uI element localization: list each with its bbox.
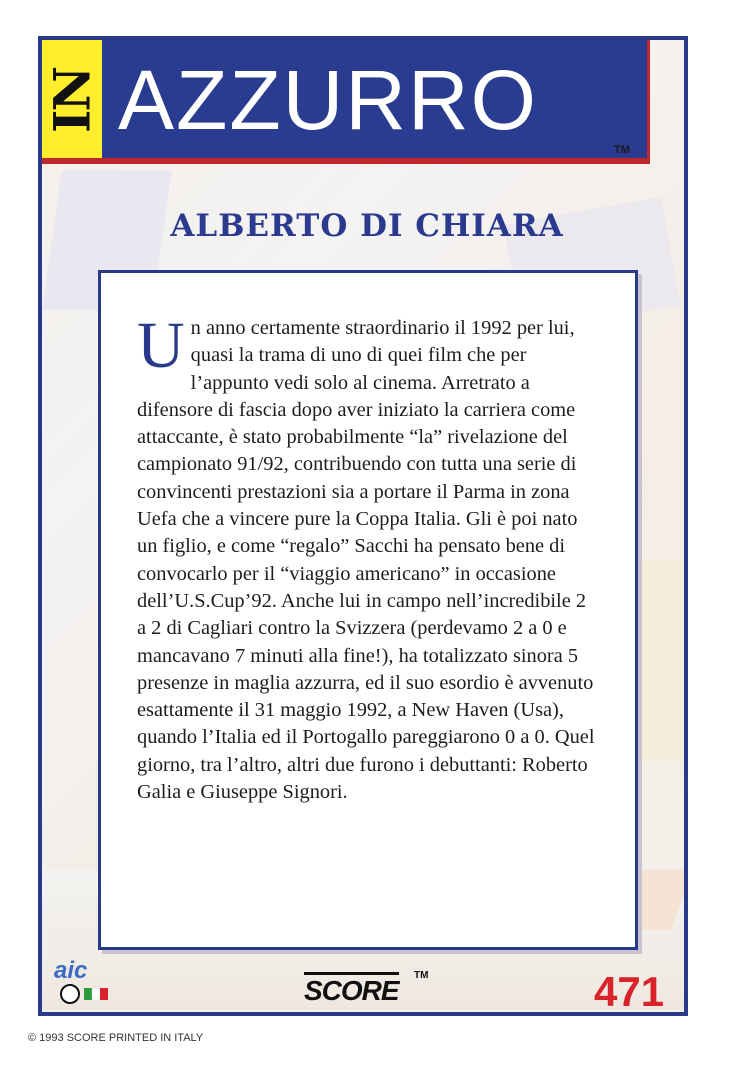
flag-white-icon: [92, 988, 100, 1000]
flag-red-icon: [100, 988, 108, 1000]
header-trademark: TM: [614, 144, 630, 156]
header-yellow-block: [42, 40, 102, 158]
football-icon: [61, 985, 79, 1003]
copyright-text: © 1993 SCORE PRINTED IN ITALY: [28, 1032, 204, 1044]
bio-box: [98, 270, 638, 950]
bio-text: n anno certamente straordinario il 1992 per lui, quasi la trama di uno di quei film che per l’appunto vedi solo al cinema. Arretrato a difensore di fascia dopo aver iniziato la carriera come attaccante, è stato probabilmente “la” rivelazione del campionato 91/92, contribuendo con tutta una serie di convincenti prestazioni sia a portare il Parma in zona Uefa che a vincere pure la Coppa Italia. Gli è poi nato un figlio, e come “regalo” Sacchi ha pensato bene di convocarlo per il “viaggio americano” in occasione dell’U.S.Cup’92. Anche lui in campo nell’incredibile 2 a 2 di Cagliari contro la Svizzera (perdevamo 2 a 0 e mancavano 7 minuti alla fine!), ha totalizzato sinora 5 presenze in maglia azzurra, ed il suo esordio è avvenuto esattamente il 31 maggio 1992, a New Haven (Usa), quando l’Italia ed il Portogallo pareggiarono 0 a 0. Quel giorno, tra l’altro, altri due furono i debuttanti: Roberto Galia e Giuseppe Signori.: [137, 317, 595, 804]
header-title: AZZURRO: [118, 53, 538, 147]
card-number: 471: [594, 968, 665, 1015]
score-logo: SCORE: [304, 972, 399, 1016]
header-prefix: IN: [42, 67, 102, 133]
player-name: ALBERTO DI CHIARA: [170, 208, 564, 244]
card-frame: [38, 36, 688, 1016]
bio-paragraph: [137, 309, 599, 806]
bio-dropcap: U: [137, 309, 185, 382]
aic-logo-text: aic: [54, 957, 88, 984]
aic-logo: [52, 952, 120, 1010]
header-banner: [42, 40, 650, 164]
score-trademark: TM: [414, 970, 429, 981]
flag-green-icon: [84, 988, 92, 1000]
